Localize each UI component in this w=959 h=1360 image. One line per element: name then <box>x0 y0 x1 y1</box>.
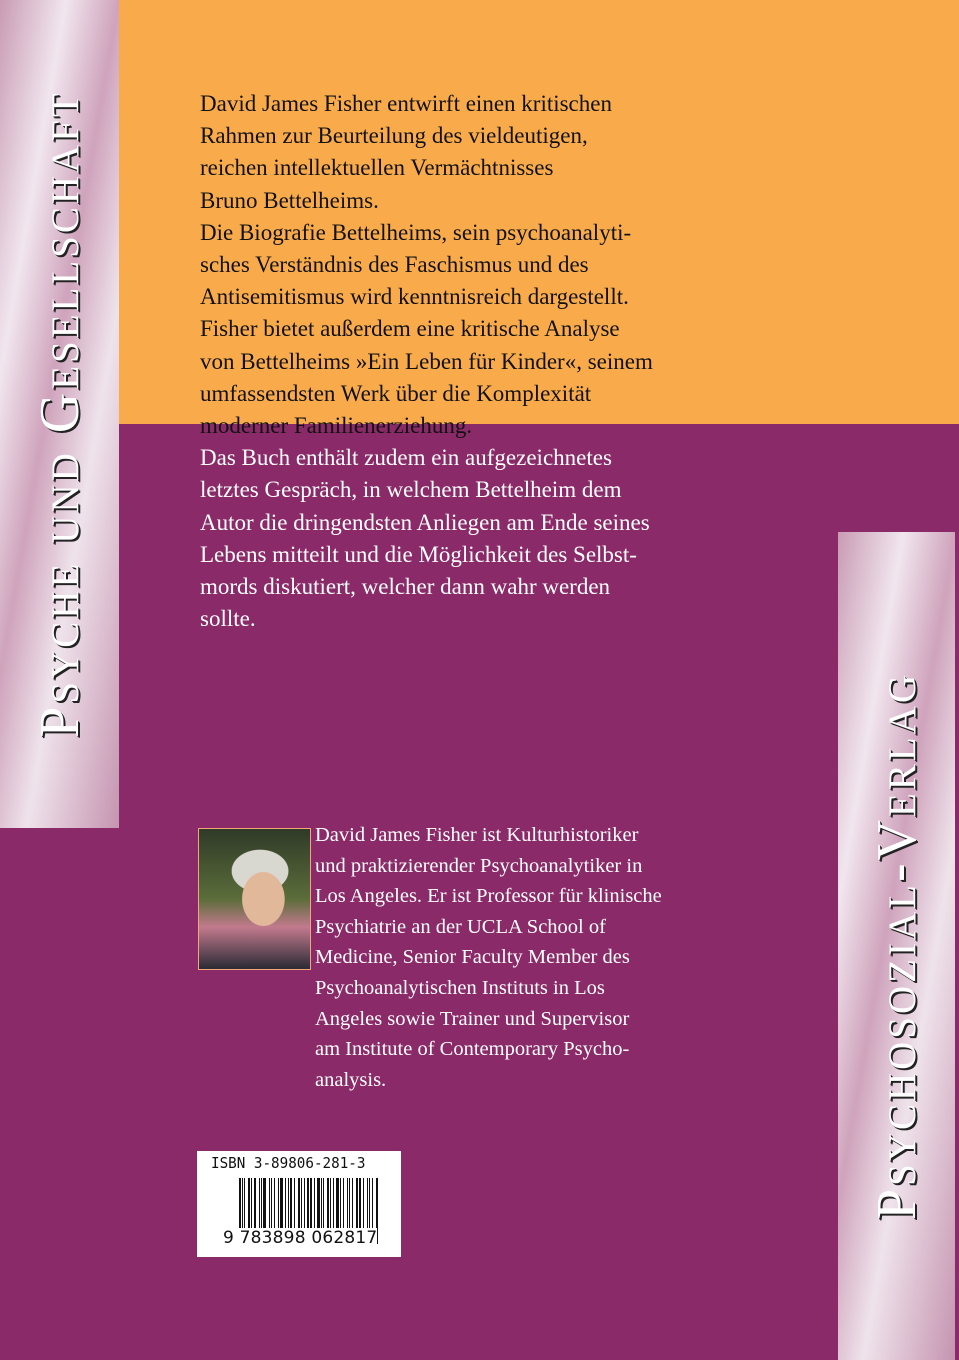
bio-line: Los Angeles. Er ist Professor für klinische <box>315 885 662 908</box>
blurb-line: von Bettelheims »Ein Leben für Kinder«, seinem <box>200 348 653 374</box>
author-bio <box>315 820 835 1095</box>
blurb-line: Autor die dringendsten Anliegen am Ende seines <box>200 509 650 535</box>
blurb-line: Antisemitismus wird kenntnisreich dargestellt. <box>200 284 629 310</box>
bio-line: Psychoanalytischen Instituts in Los <box>315 976 605 999</box>
publisher-name: Psychosozial-Verlag <box>865 671 928 1221</box>
series-spine-strip <box>0 0 119 828</box>
ean-number: 9 783898 062817 <box>223 1228 378 1248</box>
blurb-line: sches Verständnis des Faschismus und des <box>200 252 589 278</box>
blurb-line: Lebens mitteilt und die Möglichkeit des Selbst- <box>200 541 637 567</box>
blurb-line: David James Fisher entwirft einen kritischen <box>200 91 612 116</box>
publisher-spine-strip <box>838 532 955 1360</box>
author-photo <box>198 828 311 970</box>
blurb-line: Rahmen zur Beurteilung des vieldeutigen, <box>200 123 588 149</box>
blurb-line: reichen intellektuellen Vermächtnisses <box>200 155 554 181</box>
bio-line: David James Fisher ist Kulturhistoriker <box>315 824 639 846</box>
isbn-barcode <box>197 1151 401 1257</box>
bio-line: Medicine, Senior Faculty Member des <box>315 946 630 969</box>
isbn-text: ISBN 3-89806-281-3 <box>211 1154 366 1172</box>
series-title: Psyche und Gesellschaft <box>28 90 91 738</box>
blurb-line: Die Biografie Bettelheims, sein psychoanalyti- <box>200 219 632 245</box>
bio-line: und praktizierender Psychoanalytiker in <box>315 854 643 877</box>
blurb-line: Das Buch enthält zudem ein aufgezeichnetes <box>200 445 612 471</box>
book-blurb <box>200 88 800 635</box>
blurb-line: moderner Familienerziehung. <box>200 413 473 439</box>
bio-line: analysis. <box>315 1068 387 1091</box>
bio-line: am Institute of Contemporary Psycho- <box>315 1038 630 1061</box>
blurb-line: umfassendsten Werk über die Komplexität <box>200 380 592 406</box>
blurb-line: letztes Gespräch, in welchem Bettelheim dem <box>200 477 622 503</box>
blurb-line: sollte. <box>200 606 256 632</box>
blurb-line: Bruno Bettelheims. <box>200 187 379 213</box>
blurb-line: mords diskutiert, welcher dann wahr werden <box>200 574 611 600</box>
blurb-line: Fisher bietet außerdem eine kritische Analyse <box>200 316 620 342</box>
bio-line: Angeles sowie Trainer und Supervisor <box>315 1007 630 1030</box>
bio-line: Psychiatrie an der UCLA School of <box>315 915 606 938</box>
